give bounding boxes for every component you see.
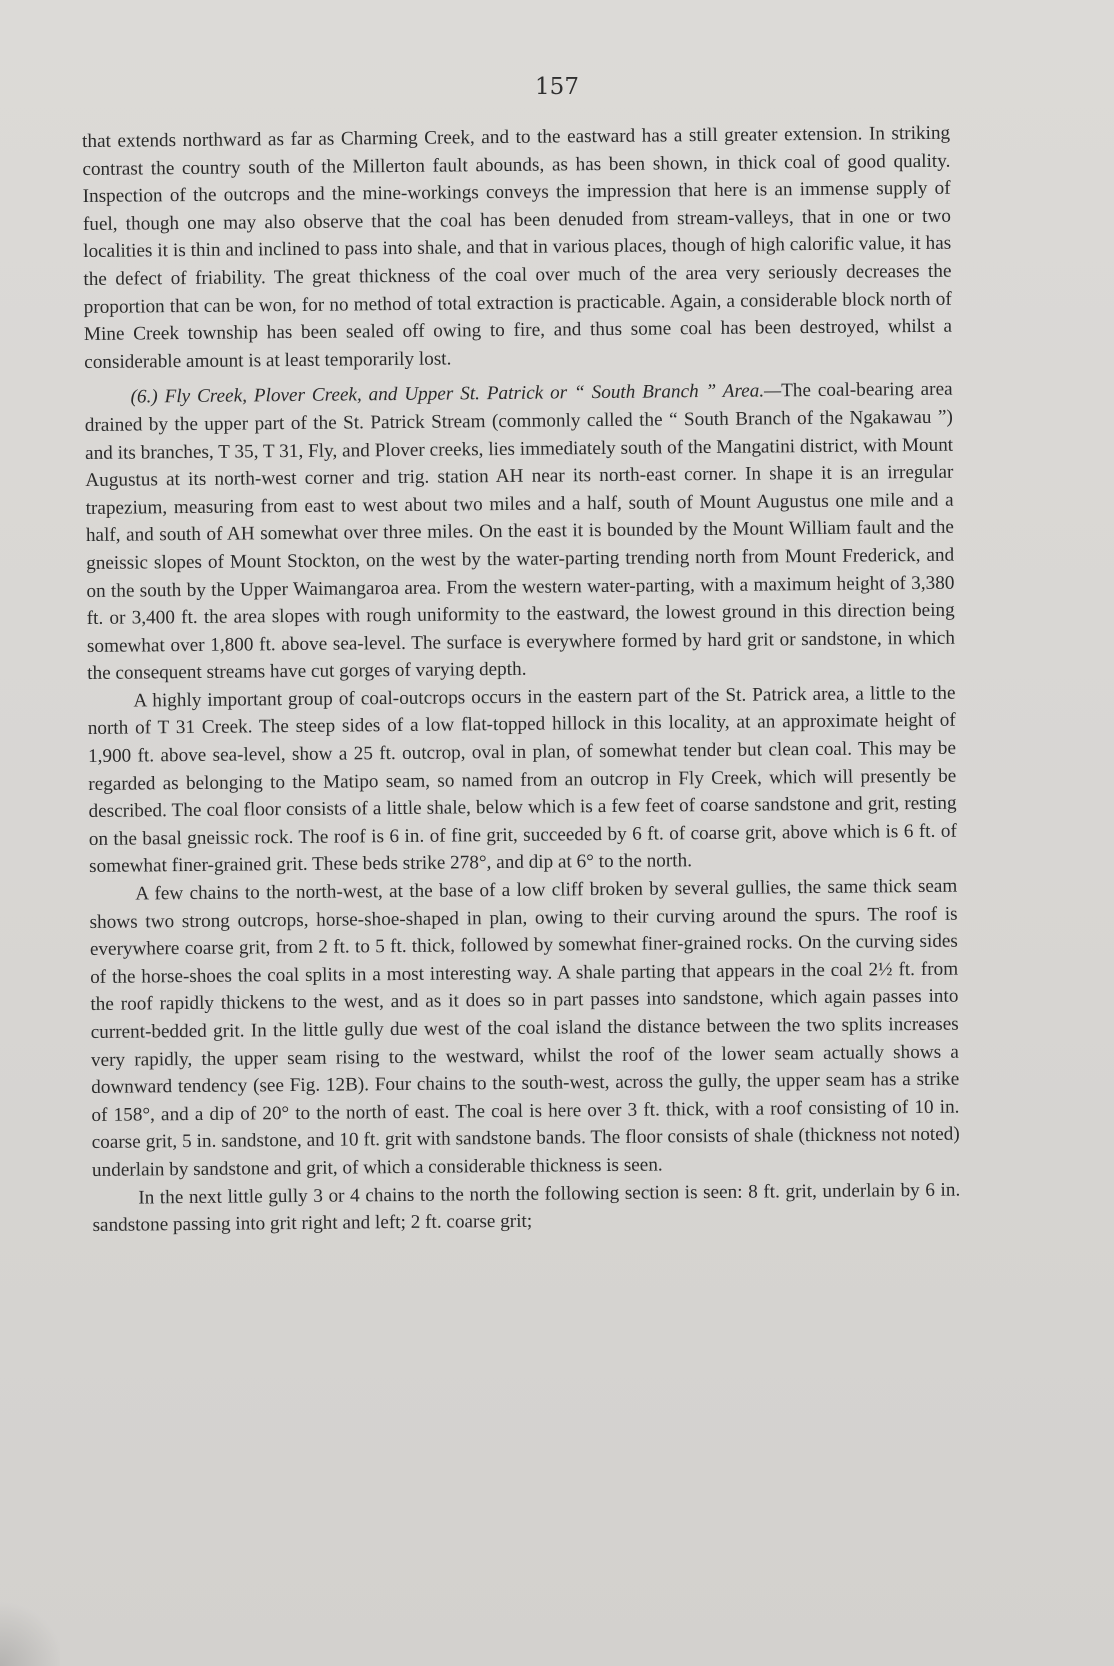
section-6-text: The coal-bearing area drained by the upper part of the St. Patrick Stream (commonly called the “ South Branch of the Ngakawau ”) and its branches, T 35, T 31, Fly, and Plover creeks, lies immediately south of the Mangatini district, with Mount Augustus at its north-west corner and trig. station AH near its north-east corner. In shape it is an irregular trapezium, measuring from east to west about two miles and a half, south of Mount Augustus one mile and a half, and south of AH somewhat over three miles. On the east it is bounded by the Mount William fault and the gneissic slopes of Mount Stockton, on the west by the water-parting trending north from Mount Frederick, and on the south by the Upper Waimangaroa area. From the western water-parting, with a maximum height of 3,380 ft. or 3,400 ft. the area slopes with rough uniformity to the eastward, the lowest ground in this direction being somewhat over 1,800 ft. above sea-level. The surface is everywhere formed by hard grit or sandstone, in which the consequent streams have cut gorges of varying depth. (84, 378, 956, 685)
paragraph-next-gully: In the next little gully 3 or 4 chains to the north the following section is seen: 8 ft. grit, underlain by 6 in. sandstone passing into grit right and left; 2 ft. coarse grit; (92, 1179, 961, 1237)
paragraph-continued: that extends northward as far as Charming Creek, and to the eastward has a still greater extension. In striking contrast the country south of the Millerton fault abounds, as has been shown, in thick coal of good quality. Inspection of the outcrops and the mine-workings conveys the impression that here is an immense supply of fuel, though one may also observe that the coal has been denuded from stream-valleys, that in one or two localities it is thin and inclined to pass into shale, and that in various places, though of high calorific value, it has the defect of friability. The great thickness of the coal over much of the area very seriously decreases the proportion that can be won, for no method of total extraction is practicable. Again, a considerable block north of Mine Creek township has been sealed off owing to fire, and thus some coal has been destroyed, whilst a considerable amount is at least temporarily lost. (82, 122, 953, 373)
body-text (82, 120, 961, 1240)
page-corner-shadow (0, 1596, 60, 1666)
paragraph-coal-outcrops: A highly important group of coal-outcrops occurs in the eastern part of the St. Patrick area, a little to the north of T 31 Creek. The steep sides of a low flat-topped hillock in this locality, at an approximate height of 1,900 ft. above sea-level, show a 25 ft. outcrop, oval in plan, of somewhat tender but clean coal. This may be regarded as belonging to the Matipo seam, so named from an outcrop in Fly Creek, which will presently be described. The coal floor consists of a little shale, below which is a few feet of coarse sandstone and grit, resting on the basal gneissic rock. The roof is 6 in. of fine grit, succeeded by 6 ft. of coarse grit, above which is 6 ft. of somewhat finer-grained grit. These beds strike 278°, and dip at 6° to the north. (87, 682, 957, 878)
paragraph-horse-shoe-outcrops: A few chains to the north-west, at the base of a low cliff broken by several gullies, the same thick seam shows two strong outcrops, horse-shoe-shaped in plan, owing to their curving around the spurs. The roof is everywhere coarse grit, from 2 ft. to 5 ft. thick, followed by somewhat finer-grained rocks. On the curving sides of the horse-shoes the coal splits in a most interesting way. A shale parting that appears in the coal 2½ ft. from the roof rapidly thickens to the west, and as it does so in part passes into sandstone, which again passes into current-bedded grit. In the little gully due west of the coal island the distance between the two splits increases very rapidly, the upper seam rising to the westward, whilst the roof of the lower seam actually shows a downward tendency (see Fig. 12B). Four chains to the south-west, across the gully, the upper seam has a strike of 158°, and a dip of 20° to the north of east. The coal is here over 3 ft. thick, with a roof consisting of 10 in. coarse grit, 5 in. sandstone, and 10 ft. grit with sandstone bands. The floor consists of shale (thickness not noted) underlain by sandstone and grit, of which a considerable thickness is seen. (89, 875, 960, 1181)
section-heading: (6.) Fly Creek, Plover Creek, and Upper St. Patrick or “ South Branch ” Area.— (130, 380, 782, 408)
paragraph-section-6 (84, 376, 955, 688)
page-number: 157 (535, 74, 579, 100)
